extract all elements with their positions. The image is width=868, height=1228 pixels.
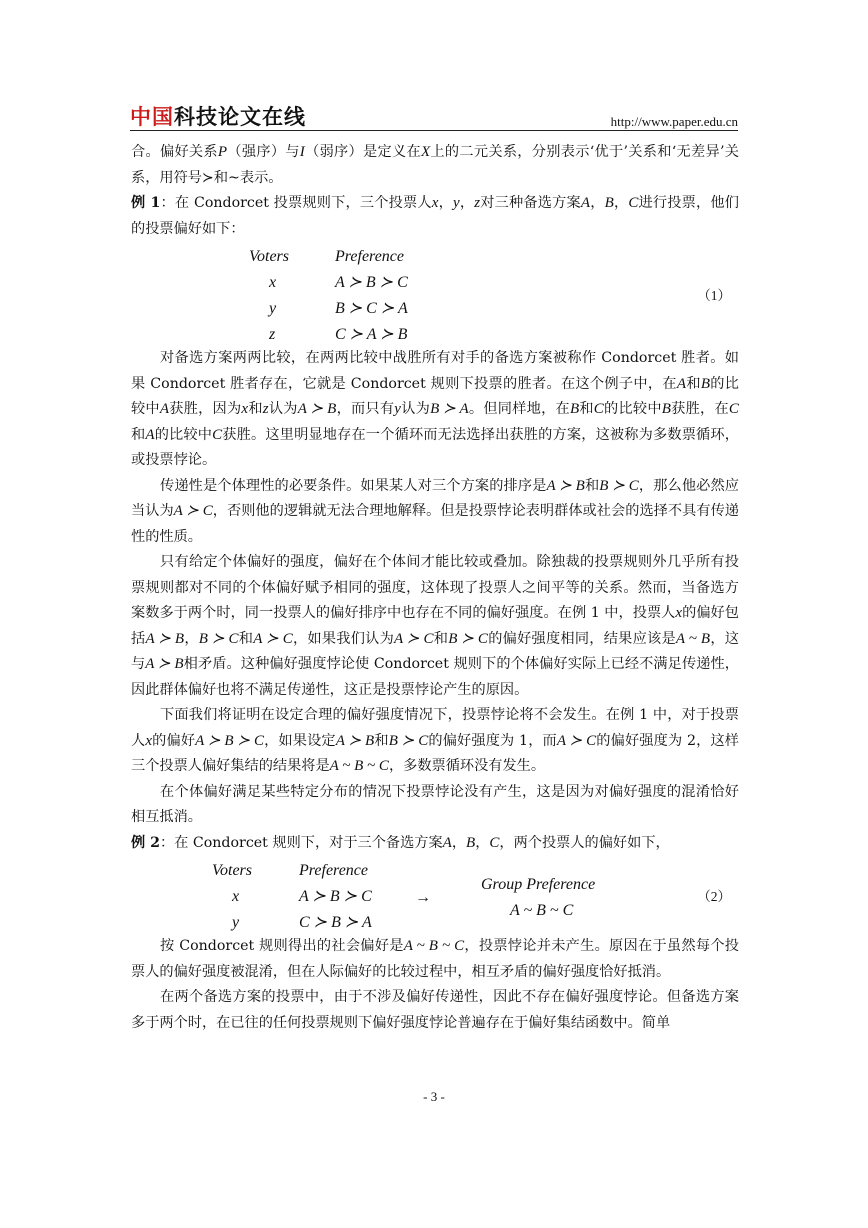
- text: 传递性是个体理性的必要条件。如果某人对三个方案的排序是: [160, 477, 547, 494]
- math: y: [394, 401, 401, 417]
- text: 和: [584, 477, 600, 494]
- voter-label: z: [269, 326, 276, 343]
- header-rule: [130, 130, 738, 131]
- paragraph-social-preference: [131, 934, 739, 985]
- text: ，如果设定: [263, 732, 336, 749]
- text: 的比较中: [154, 426, 213, 443]
- math: z: [262, 401, 269, 417]
- text: 和: [248, 401, 263, 417]
- text: 获胜，因为: [169, 401, 242, 417]
- math: B: [466, 834, 476, 851]
- equation-number: （2）: [697, 889, 731, 904]
- math: A ≻ B: [297, 401, 337, 417]
- text: （强序）与: [227, 144, 300, 160]
- example-1: [131, 191, 739, 242]
- logo-red-text: 中国: [130, 105, 174, 129]
- text: ，: [451, 834, 467, 851]
- text: ，: [475, 834, 490, 851]
- math: C: [212, 426, 223, 443]
- text: ，: [459, 195, 475, 211]
- math: X: [420, 144, 431, 160]
- text: ，: [438, 195, 453, 211]
- math: B ≻ C: [448, 630, 488, 647]
- text: 和: [579, 401, 594, 417]
- math: A ≻ C: [556, 732, 597, 749]
- header-url: http://www.paper.edu.cn: [610, 114, 738, 129]
- page-number: - 3 -: [423, 1089, 445, 1104]
- arrow-icon: →: [415, 889, 431, 906]
- preference-value: A ≻ B ≻ C: [299, 888, 372, 905]
- site-logo: [130, 106, 306, 128]
- text: 相矛盾。这种偏好强度悖论使 Condorcet 规则下的个体偏好实际上已经不满足传递性，因此群体偏好也将不满足传递性，这正是投票悖论产生的原因。: [131, 656, 739, 698]
- math: C: [728, 401, 739, 417]
- text: 和: [238, 630, 254, 647]
- math: A ≻ B: [335, 732, 375, 749]
- page-body: [131, 140, 739, 1036]
- math: x: [675, 605, 683, 621]
- voter-label: x: [232, 888, 240, 905]
- group-preference-result: A ~ B ~ C: [510, 902, 574, 919]
- text: ，如果我们认为: [292, 630, 395, 647]
- paragraph-preference-strength: [131, 550, 739, 703]
- math: A: [580, 195, 591, 211]
- math: A ≻ B: [546, 477, 585, 494]
- equation-number: （1）: [697, 288, 731, 303]
- text: 获胜。这里明显地存在一个循环而无法选择出获胜的方案，这被称为多数票循环，或投票悖论。: [131, 426, 739, 468]
- math: x: [145, 732, 153, 749]
- text: 进行投票，他们的投票偏好如下：: [131, 195, 739, 237]
- math: B: [661, 401, 671, 417]
- example-2: [131, 831, 739, 857]
- text: ，两个投票人的偏好如下，: [499, 834, 670, 851]
- preference-value: C ≻ B ≻ A: [299, 914, 372, 931]
- text: 的偏好强度为 1，而: [428, 732, 557, 749]
- text: 认为: [268, 401, 298, 417]
- math: A: [676, 375, 687, 392]
- math: B ≻ C: [388, 732, 429, 749]
- voter-label: y: [232, 914, 240, 931]
- text: 的偏好: [152, 732, 196, 749]
- text: ，: [184, 630, 199, 647]
- math: x: [241, 401, 249, 417]
- voters-header: Voters: [212, 862, 252, 879]
- logo-black-text: 科技论文在线: [174, 105, 306, 129]
- text: ，否则他的逻辑就无法合理地解释。但是投票悖论表明群体或社会的选择不具有传递性的性质。: [131, 503, 739, 545]
- formula-2: [131, 856, 739, 934]
- math: C: [628, 195, 639, 211]
- text: 和: [433, 630, 449, 647]
- preference-header: Preference: [299, 862, 368, 879]
- text: ，这与: [131, 630, 739, 672]
- text: ：在 Condorcet 投票规则下，三个投票人: [160, 195, 432, 211]
- group-preference-header: Group Preference: [481, 876, 596, 893]
- text: 上的二元关系，分别表示‘优于’关系和‘无差异’关系，用符号≻和~表示。: [131, 144, 739, 186]
- math: B ≻ C: [198, 630, 239, 647]
- preference-value: A ≻ B ≻ C: [335, 274, 408, 291]
- text: 。但同样地，在: [468, 401, 570, 417]
- math: B ≻ A: [430, 401, 469, 417]
- math: I: [299, 144, 305, 160]
- text: 下面我们将证明在设定合理的偏好强度情况下，投票悖论将不会发生。在例 1 中，对于投票人: [131, 707, 739, 749]
- math: A ≻ C: [173, 503, 213, 519]
- text: 的比较中: [603, 401, 662, 417]
- text: 和: [686, 375, 701, 392]
- example-label: 例 1: [131, 195, 161, 211]
- text: 认为: [400, 401, 431, 417]
- text: 对三种备选方案: [480, 195, 581, 211]
- math: A ≻ B ≻ C: [195, 732, 264, 749]
- text: 和: [374, 732, 389, 749]
- text: 在个体偏好满足某些特定分布的情况下投票悖论没有产生，这是因为对偏好强度的混淆恰好相互抵消。: [131, 783, 739, 825]
- voter-label: x: [269, 274, 277, 291]
- text: 合。偏好关系: [131, 144, 218, 160]
- math: B: [604, 195, 614, 211]
- paragraph-special-distribution: [131, 780, 739, 831]
- math: A ≻ B: [145, 656, 184, 672]
- math: A ≻ C: [253, 630, 293, 647]
- math: B ≻ C: [599, 477, 639, 494]
- math: z: [474, 195, 481, 211]
- preference-value: B ≻ C ≻ A: [335, 300, 408, 317]
- paragraph-condorcet-winner: [131, 346, 739, 474]
- text: ，投票悖论并未产生。原因在于虽然每个投票人的偏好强度被混淆，但在人际偏好的比较过程中，相互矛盾的偏好强度恰好抵消。: [131, 938, 739, 980]
- text: 在两个备选方案的投票中，由于不涉及偏好传递性，因此不存在偏好强度悖论。但备选方案多于两个时，在已往的任何投票规则下偏好强度悖论普遍存在于偏好集结函数中。简单: [131, 989, 739, 1031]
- text: ，那么他必然应当认为: [131, 477, 739, 519]
- math: A: [442, 834, 452, 851]
- math: C: [489, 834, 500, 851]
- voters-header: Voters: [249, 248, 289, 265]
- math: A ≻ B: [145, 630, 185, 647]
- text: 按 Condorcet 规则得出的社会偏好是: [160, 938, 404, 954]
- math: A ~ B: [675, 630, 711, 647]
- text: 的偏好强度相同，结果应该是: [487, 630, 676, 647]
- math: A ~ B ~ C: [329, 758, 389, 774]
- text: 只有给定个体偏好的强度，偏好在个体间才能比较或叠加。除独裁的投票规则外几乎所有投票规则都对不同的个体偏好赋予相同的强度，这体现了投票人之间平等的关系。然而，当备选方案数多于两个时，同一投票人的偏好排序中也存在不同的偏好强度。在例 1 中，投票人: [131, 554, 739, 621]
- voter-label: y: [269, 300, 277, 317]
- preference-value: C ≻ A ≻ B: [335, 326, 408, 343]
- math: A ~ B ~ C: [403, 938, 465, 954]
- text: 获胜，在: [670, 401, 729, 417]
- paragraph-proof-intro: [131, 703, 739, 780]
- text: 和: [131, 426, 146, 443]
- math: P: [217, 144, 228, 160]
- math: y: [453, 195, 460, 211]
- math: x: [431, 195, 439, 211]
- paragraph-two-alternatives: [131, 985, 739, 1036]
- example-label: 例 2: [131, 834, 160, 851]
- math: A ≻ C: [394, 630, 434, 647]
- math: B: [700, 375, 710, 392]
- text: 的偏好强度为 2，这样三个投票人偏好集结的结果将是: [131, 732, 739, 774]
- text: 的偏好包括: [131, 605, 739, 647]
- text: ，: [613, 195, 629, 211]
- text: 对备选方案两两比较，在两两比较中战胜所有对手的备选方案被称作 Condorcet 胜者。如果 Condorcet 胜者存在，它就是 Condorcet 规则下投票的胜者。在这个例子中，在: [131, 350, 739, 392]
- text: （弱序）是定义在: [304, 144, 421, 160]
- math: A: [159, 401, 170, 417]
- text: ，多数票循环没有发生。: [388, 758, 546, 774]
- text: 的比较中: [131, 375, 739, 417]
- math: A: [145, 426, 155, 443]
- text: ，: [590, 195, 605, 211]
- page-header: [130, 100, 738, 130]
- preference-header: Preference: [335, 248, 404, 265]
- text: ，而只有: [336, 401, 395, 417]
- text: ：在 Condorcet 规则下，对于三个备选方案: [160, 834, 443, 851]
- math: B: [569, 401, 580, 417]
- paragraph-relations: [131, 140, 739, 191]
- formula-1: [131, 242, 739, 346]
- paragraph-transitivity: [131, 474, 739, 551]
- math: C: [593, 401, 604, 417]
